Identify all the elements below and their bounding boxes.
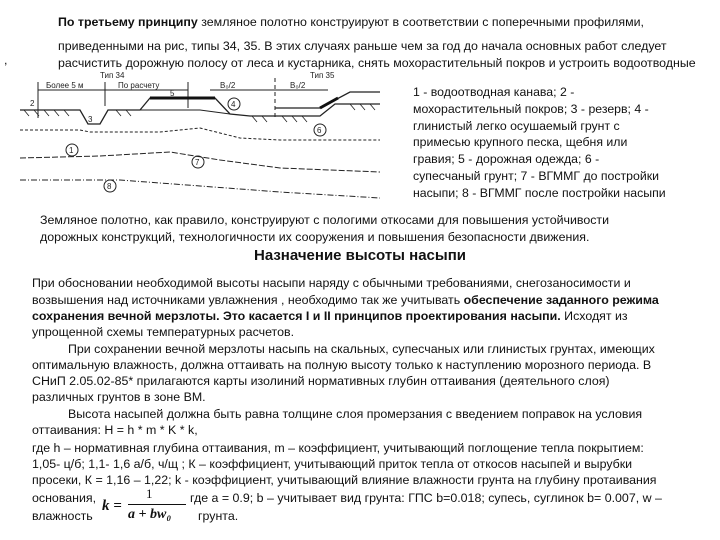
body-line-4: упрощенной схемы температурных расчетов.: [32, 325, 295, 339]
margin-mark: ,: [4, 53, 8, 67]
formula-denominator: a + bw₀: [128, 507, 172, 522]
fig-label-more5: Более 5 м: [46, 81, 84, 90]
fig-label-type34: Тип 34: [100, 71, 125, 80]
body-line-5: При сохранении вечной мерзлоты насыпь на скальных, супесчаных или глинистых грунтах, имеющих: [68, 342, 655, 356]
body-line-8: различных грунтов в зоне ВМ.: [32, 390, 206, 404]
fig-label-b2-left: B₀/2: [220, 81, 236, 90]
body-line-11: где h – нормативная глубина оттаивания, m – коэффициент, учитывающий поглощение тепла покрытием:: [32, 441, 644, 455]
body-line-9: Высота насыпей должна быть равна толщине слоя промерзания с введением поправок на условия: [68, 407, 643, 421]
fig-label-b2-right: B₀/2: [290, 81, 306, 90]
body-line-14b: где a = 0.9; b – учитывает вид грунта: ГПС b=0.018; супесь, суглинок b= 0.007, w –: [190, 491, 662, 505]
body-line-3-normal: Исходят из: [560, 309, 628, 323]
body-line-14a: основания,: [32, 491, 97, 505]
fig-num-5: 5: [170, 89, 175, 98]
body-line-15a: влажность: [32, 509, 93, 523]
body-line-1: При обосновании необходимой высоты насыпи наряду с обычными требованиями, снегозаносимости и: [32, 276, 631, 290]
body-line-2-normal: возвышения над источниками увлажнения , необходимо так же учитывать: [32, 293, 464, 307]
intro-line-2: приведенными на рис, типы 34, 35. В этих случаях раньше чем за год до начала основных работ следует: [58, 39, 667, 53]
formula: [102, 486, 192, 526]
fig-num-8: 8: [107, 182, 112, 191]
formula-numerator: 1: [146, 486, 153, 501]
section-heading: Назначение высоты насыпи: [253, 247, 466, 264]
fig-label-type35: Тип 35: [310, 71, 335, 80]
caption-line: примесью крупного песка, щебня или: [413, 135, 628, 150]
caption-line: супесчаный грунт; 7 - ВГММГ до постройки: [413, 168, 659, 183]
fig-num-4: 4: [231, 100, 236, 109]
fig-label-calc: По расчету: [118, 81, 160, 90]
cross-section-figure: [20, 68, 410, 208]
body-line-6: оптимальную влажность, должна оттаивать на полную высоту только к наступлению морозного периода. В: [32, 358, 652, 372]
fig-num-7: 7: [195, 158, 200, 167]
caption-line: мохорастительный покров; 3 - резерв; 4 -: [413, 101, 649, 116]
body-line-2: [32, 292, 659, 308]
body-line-13: просеки, К = 1,16 – 1,22; k - коэффициент, учитывающий влияние влажности грунта на глубину протаивания: [32, 473, 657, 487]
fig-num-3: 3: [88, 115, 93, 124]
body-line-2-bold: обеспечение заданного режима: [463, 293, 659, 307]
body-line-7: СНиП 2.05.02-85* прилагаются карты изолиний нормативных глубин оттаивания (деятельного слоя): [32, 374, 610, 388]
formula-fraction-bar: [128, 504, 186, 505]
body-line-10: оттаивания: H = h * m * K * k,: [32, 423, 198, 437]
fig-num-6: 6: [317, 126, 322, 135]
intro-line-3: расчистить дорожную полосу от леса и кустарника, снять мохорастительный покров и устроить водоотводные: [58, 56, 696, 70]
caption-line: гравия; 5 - дорожная одежда; 6 -: [413, 152, 600, 167]
intro-bold-lead: По третьему принципу: [58, 15, 198, 29]
intro-line-1: [58, 14, 708, 30]
para1-line-1: Земляное полотно, как правило, конструируют с пологими откосами для повышения устойчивости: [40, 213, 610, 227]
caption-line: 1 - водоотводная канава; 2 -: [413, 85, 575, 99]
body-line-3: [32, 308, 628, 324]
fig-num-2: 2: [30, 99, 35, 108]
body-line-15b: грунта.: [198, 509, 239, 523]
figure-caption: [413, 84, 713, 202]
body-line-3-bold: сохранения вечной мерзлоты. Это касается I и II принципов проектирования насыпи.: [32, 309, 561, 323]
formula-lhs: k =: [102, 498, 122, 514]
intro-line1-rest: земляное полотно конструируют в соответствии с поперечными профилями,: [197, 15, 644, 29]
caption-line: глинистый легко осушаемый грунт с: [413, 118, 620, 133]
fig-num-1: 1: [69, 146, 74, 155]
body-line-12: 1,05- ц/б; 1,1- 1,6 а/б, ч/щ ; К – коэффициент, учитывающий приток тепла от откосов насыпей и вырубки: [32, 457, 633, 471]
para1-line-2: дорожных конструкций, технологичности их сооружения и повышения безопасности движения.: [40, 230, 590, 244]
caption-line: насыпи; 8 - ВГММГ после постройки насыпи: [413, 185, 666, 200]
